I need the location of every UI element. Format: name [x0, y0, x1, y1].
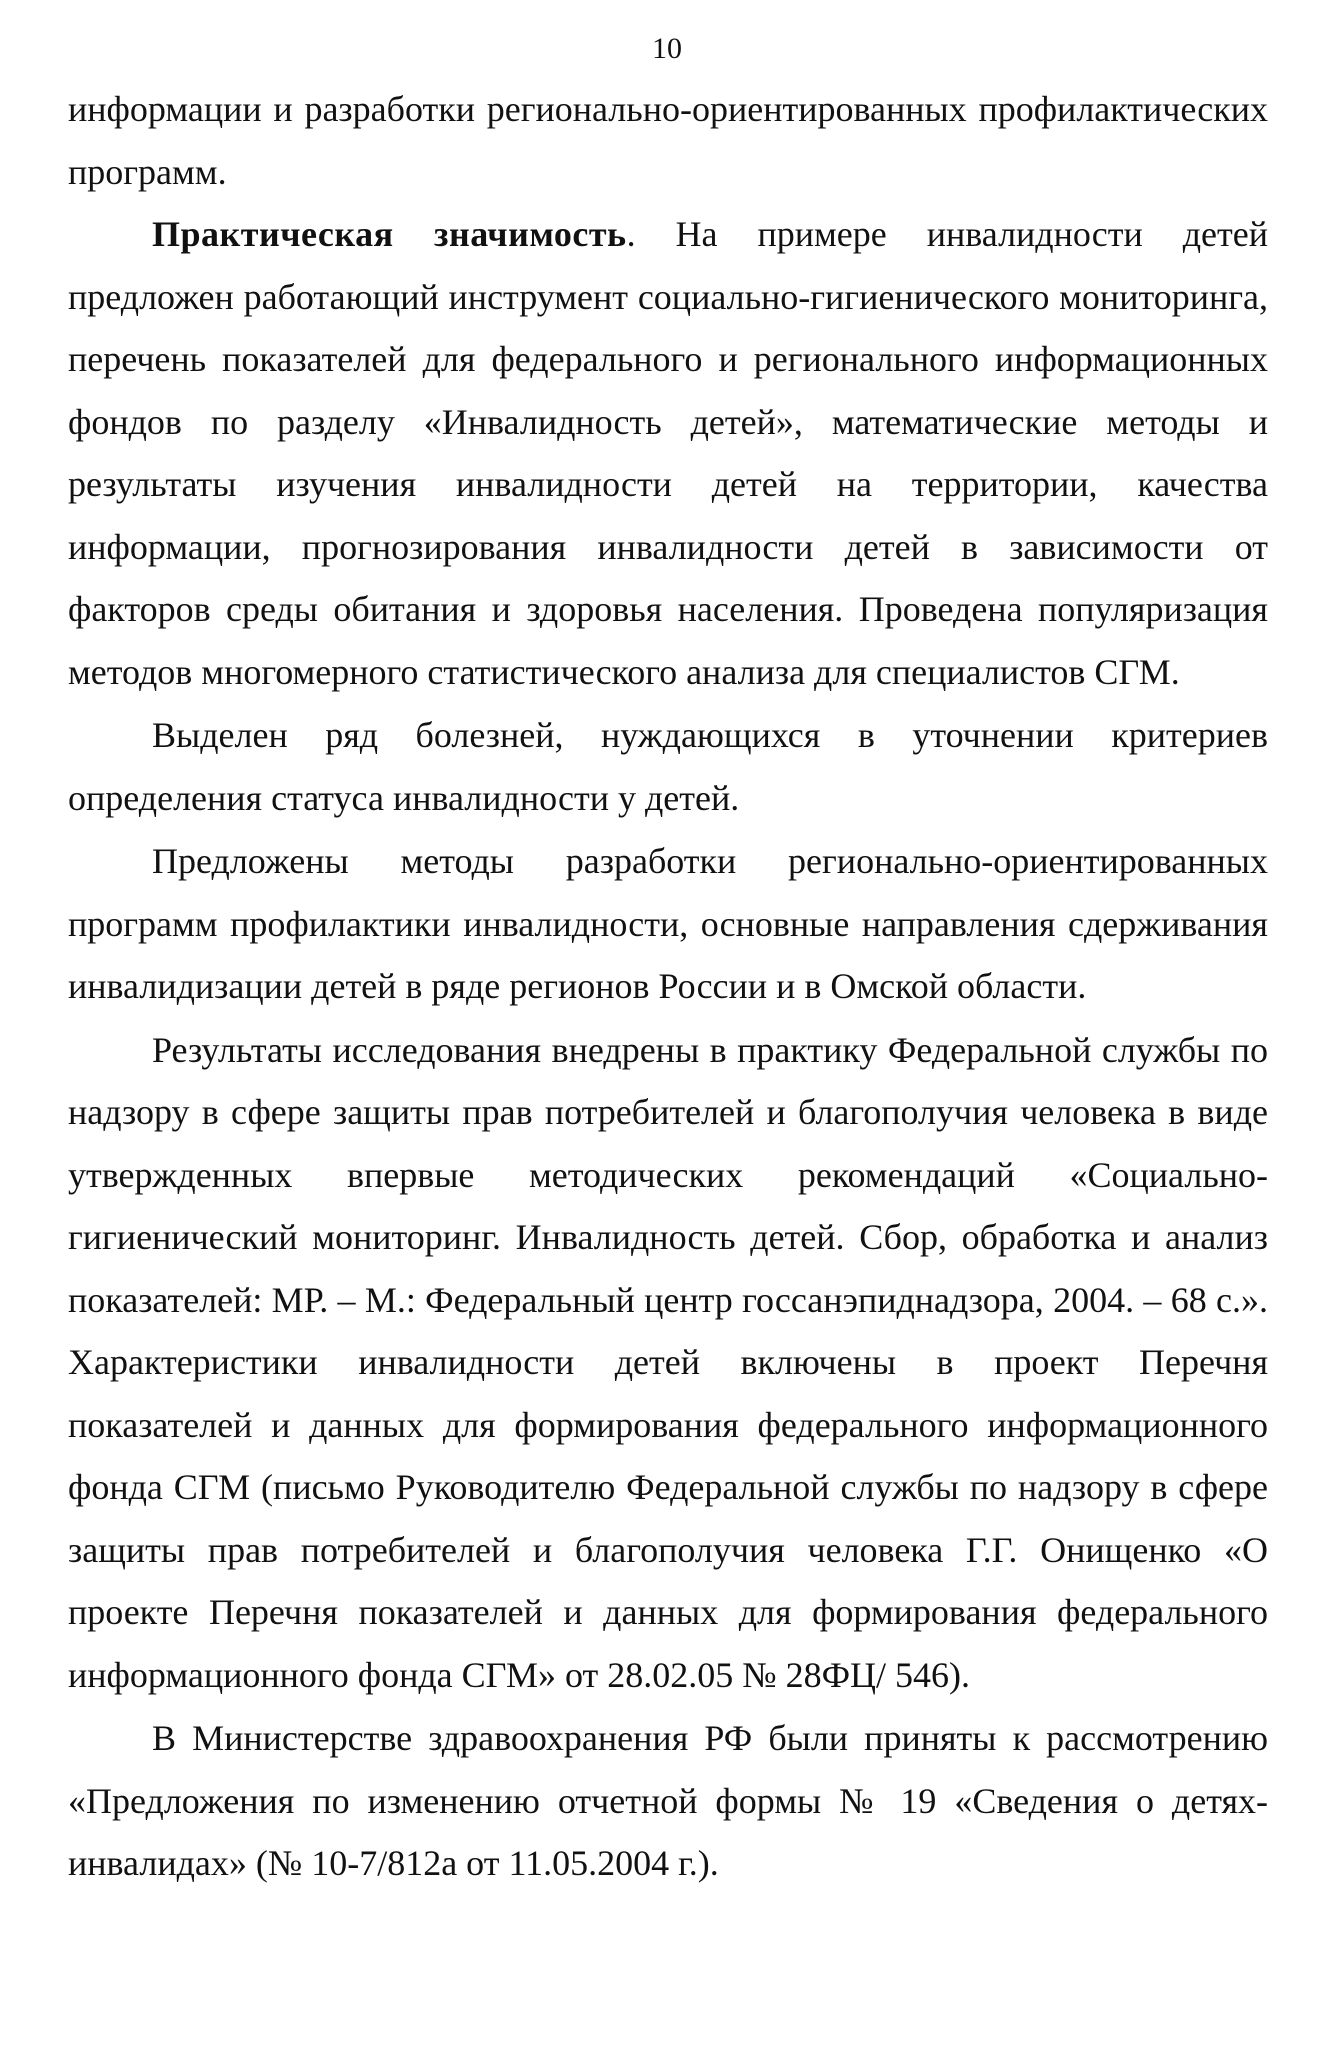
- practical-significance-heading: Практическая значимость: [152, 214, 627, 254]
- paragraph-continuation: информации и разработки регионально-ориентированных профилактических программ.: [68, 89, 1268, 192]
- paragraph-ministry: В Министерстве здравоохранения РФ были приняты к рассмотрению «Предложения по изменению отчетной формы № 19 «Сведения о детях-инвалидах» (№ 10-7/812а от 11.05.2004 г.).: [68, 1718, 1268, 1883]
- paragraph-results-implementation: Результаты исследования внедрены в практику Федеральной службы по надзору в сфере защиты прав потребителей и благополучия человека в виде утвержденных впервые методических рекомендаций «Социально-гигиенический мониторинг. Инвалидность детей. Сбор, обработка и анализ показателей: МР. – М.: Федеральный центр госсанэпиднадзора, 2004. – 68 с.». Характеристики инвалидности детей включены в проект Перечня показателей и данных для формирования федерального информационного фонда СГМ (письмо Руководителю Федеральной службы по надзору в сфере защиты прав потребителей и благополучия человека Г.Г. Онищенко «О проекте Перечня показателей и данных для формирования федерального информационного фонда СГМ» от 28.02.05 № 28ФЦ/ 546).: [68, 1029, 1268, 1695]
- page-body: [68, 78, 1268, 1895]
- paragraph-practical-significance: [68, 203, 1268, 703]
- paragraph-methods: Предложены методы разработки регионально-ориентированных программ профилактики инвалидности, основные направления сдерживания инвалидизации детей в ряде регионов России и в Омской области.: [68, 841, 1268, 1006]
- practical-significance-text: . На примере инвалидности детей предложен работающий инструмент социально-гигиенического мониторинга, перечень показателей для федерального и регионального информационных фондов по разделу «Инвалидность детей», математические методы и результаты изучения инвалидности детей на территории, качества информации, прогнозирования инвалидности детей в зависимости от факторов среды обитания и здоровья населения. Проведена популяризация методов многомерного статистического анализа для специалистов СГМ.: [68, 214, 1268, 692]
- paragraph-diseases: Выделен ряд болезней, нуждающихся в уточнении критериев определения статуса инвалидности у детей.: [68, 715, 1268, 818]
- page-number: 10: [652, 32, 682, 65]
